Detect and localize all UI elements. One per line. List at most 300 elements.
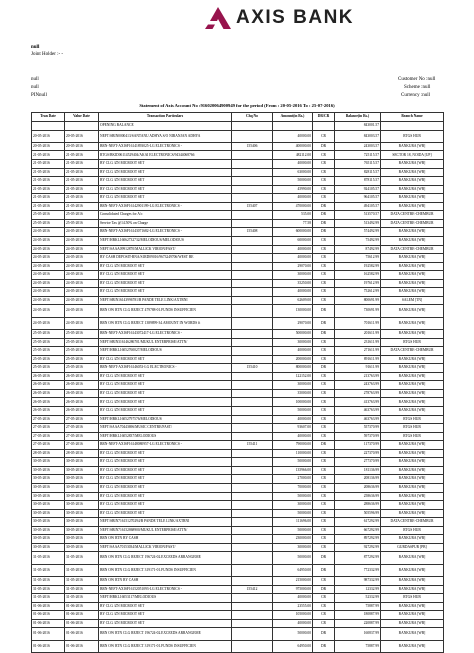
cell-branch: BANKURA [WB]	[381, 330, 444, 339]
cell-balance: 667292.99	[335, 526, 381, 535]
cell-branch: BANKURA [WB]	[381, 355, 444, 364]
cell-drcr: CR	[313, 526, 335, 535]
cell-branch: BANKURA [WB]	[381, 398, 444, 407]
cell-branch: BANKURA [WB]	[381, 552, 444, 564]
table-row	[32, 640, 444, 652]
cell-amount: 70000.00	[273, 483, 313, 492]
cell-drcr: CR	[313, 279, 335, 288]
cell-chq-no	[232, 389, 273, 398]
cell-amount: 470000.00	[273, 202, 313, 211]
cell-branch: BANKURA [WB]	[381, 194, 444, 203]
cell-branch: BANKURA [WB]	[381, 475, 444, 484]
cell-balance: 201611.99	[335, 330, 381, 339]
cell-balance: 75492.99	[335, 236, 381, 245]
table-row	[32, 296, 444, 305]
cell-value-date: 25-05-2016	[65, 338, 99, 347]
cell-branch: BANKURA [WB]	[381, 317, 444, 329]
cell-value-date: 24-05-2016	[65, 236, 99, 245]
cell-value-date: 25-05-2016	[65, 211, 99, 220]
table-row	[32, 338, 444, 347]
cell-drcr: DR	[313, 564, 335, 576]
cell-amount: 50000.00	[273, 407, 313, 416]
cell-balance: 220887.99	[335, 619, 381, 628]
cell-balance: 701611.99	[335, 317, 381, 329]
cell-particulars: NEFT/HBKL16052760027/MELODIOUS	[99, 347, 232, 356]
cell-amount: 50000.00	[273, 552, 313, 564]
cell-tran-date: 21-05-2016	[32, 168, 65, 177]
cell-value-date: 31-05-2016	[65, 552, 99, 564]
cell-balance: 213763.99	[335, 372, 381, 381]
cell-branch: BANKURA [WB]	[381, 535, 444, 544]
cell-value-date: 01-06-2016	[65, 640, 99, 652]
cell-chq-no	[232, 424, 273, 433]
table-row	[32, 194, 444, 203]
table-row	[32, 389, 444, 398]
table-row	[32, 262, 444, 271]
table-row	[32, 330, 444, 339]
cell-drcr: DR	[313, 364, 335, 373]
table-row	[32, 211, 444, 220]
cell-amount: 40000.00	[273, 415, 313, 424]
cell-amount: 975000.00	[273, 585, 313, 594]
cell-chq-no	[232, 483, 273, 492]
cell-balance: 843001.57	[335, 122, 381, 131]
cell-branch: BANKURA [WB]	[381, 611, 444, 620]
cell-chq-no	[232, 279, 273, 288]
table-row	[32, 611, 444, 620]
cell-chq-no	[232, 288, 273, 297]
cell-value-date: 30-05-2016	[65, 458, 99, 467]
cell-particulars: BY CLG /ZN MICROOT SET	[99, 271, 232, 280]
cell-value-date: 24-05-2016	[65, 245, 99, 254]
cell-amount: 482112.00	[273, 151, 313, 160]
cell-amount: 93607.00	[273, 424, 313, 433]
cell-tran-date: 30-05-2016	[32, 535, 65, 544]
cell-drcr: CR	[313, 398, 335, 407]
cell-balance: 162582.99	[335, 271, 381, 280]
cell-tran-date: 26-05-2016	[32, 381, 65, 390]
cell-balance: 597370.99	[335, 432, 381, 441]
cell-drcr: CR	[313, 602, 335, 611]
cell-particulars: NEFT/SAAA70153034/MALLICK VIRION/FAST/	[99, 543, 232, 552]
cell-drcr: CR	[313, 475, 335, 484]
table-row	[32, 219, 444, 228]
cell-balance: 75887.99	[335, 640, 381, 652]
cell-particulars: Consolidated Charges for A/c	[99, 211, 232, 220]
cell-tran-date: 30-05-2016	[32, 518, 65, 527]
cell-particulars: BRN-NEFT-AXISF16148080957-LG ELECTRONICS -	[99, 441, 232, 450]
cell-particulars: BY CLG /ZN MICROOT SET	[99, 398, 232, 407]
cell-chq-no	[232, 577, 273, 586]
cell-balance: 258636.99	[335, 492, 381, 501]
cell-chq-no	[232, 458, 273, 467]
cell-tran-date: 30-05-2016	[32, 458, 65, 467]
cell-balance: 877292.99	[335, 552, 381, 564]
cell-value-date: 21-05-2016	[65, 151, 99, 160]
cell-branch: DATA CENTRE-CHEMBUR	[381, 219, 444, 228]
cell-drcr: CR	[313, 594, 335, 603]
cell-drcr: CR	[313, 483, 335, 492]
customer-no: Customer No :null	[398, 77, 436, 82]
cell-value-date: 27-05-2016	[65, 415, 99, 424]
cell-value-date: 31-05-2016	[65, 594, 99, 603]
cell-value-date: 01-06-2016	[65, 619, 99, 628]
table-row	[32, 305, 444, 317]
currency: Currency :null	[401, 93, 431, 98]
cell-chq-no	[232, 305, 273, 317]
cell-branch: BANKURA [WB]	[381, 509, 444, 518]
cell-drcr: DR	[313, 211, 335, 220]
cell-tran-date: 30-05-2016	[32, 509, 65, 518]
cell-branch: BANKURA [WB]	[381, 168, 444, 177]
cell-branch: BANKURA [WB]	[381, 449, 444, 458]
cell-drcr: DR	[313, 305, 335, 317]
cell-branch: BANKURA [WB]	[381, 389, 444, 398]
cell-particulars: NEFT/HBKL16053117/MELODIOUS	[99, 594, 232, 603]
table-row	[32, 415, 444, 424]
cell-tran-date: 01-06-2016	[32, 611, 65, 620]
cell-chq-no	[232, 245, 273, 254]
table-row	[32, 347, 444, 356]
cell-particulars: BRN OW RTN BY CASH	[99, 535, 232, 544]
cell-amount: 40000.00	[273, 347, 313, 356]
cell-tran-date: 30-05-2016	[32, 492, 65, 501]
cell-tran-date: 31-05-2016	[32, 552, 65, 564]
table-row	[32, 577, 444, 586]
table-row	[32, 271, 444, 280]
cell-branch: BANKURA [WB]	[381, 142, 444, 151]
cell-tran-date: 01-06-2016	[32, 640, 65, 652]
cell-tran-date: 21-05-2016	[32, 194, 65, 203]
cell-tran-date: 01-06-2016	[32, 619, 65, 628]
cell-balance: 271611.99	[335, 347, 381, 356]
cell-drcr: CR	[313, 296, 335, 305]
cell-drcr: CR	[313, 535, 335, 544]
cell-chq-no: 155410	[232, 364, 273, 373]
table-row	[32, 122, 444, 131]
cell-particulars: BY CLG /ZN MICROOT SET	[99, 466, 232, 475]
cell-chq-no	[232, 254, 273, 263]
cell-amount: 45990.00	[273, 185, 313, 194]
cell-tran-date: 25-05-2016	[32, 347, 65, 356]
cell-value-date: 25-05-2016	[65, 219, 99, 228]
cell-chq-no	[232, 317, 273, 329]
address-line-2: null	[31, 85, 39, 90]
cell-balance: 828115.57	[335, 168, 381, 177]
cell-branch: BANKURA [WB]	[381, 564, 444, 576]
cell-particulars: BY CLG /ZN MICROOT SET	[99, 381, 232, 390]
cell-tran-date: 31-05-2016	[32, 564, 65, 576]
cell-balance: 243003.57	[335, 142, 381, 151]
cell-particulars: BRN OW RTN BY CASH	[99, 577, 232, 586]
table-row	[32, 518, 444, 527]
cell-value-date: 24-05-2016	[65, 254, 99, 263]
cell-value-date: 24-05-2016	[65, 271, 99, 280]
col-header-tran-date: Tran Date	[32, 113, 65, 122]
cell-chq-no	[232, 602, 273, 611]
col-header-branch: Branch Name	[381, 113, 444, 122]
cell-balance: 725115.57	[335, 151, 381, 160]
cell-particulars: NEFT/SAAA70443696/MUSIC CENTRE/FAST/	[99, 424, 232, 433]
cell-value-date: 01-06-2016	[65, 602, 99, 611]
col-header-chq-no: Chq No	[232, 113, 273, 122]
cell-value-date: 21-05-2016	[65, 160, 99, 169]
address-line-1: null	[31, 77, 39, 82]
cell-tran-date: 30-05-2016	[32, 466, 65, 475]
table-row	[32, 236, 444, 245]
cell-balance: 243763.99	[335, 381, 381, 390]
cell-drcr: CR	[313, 466, 335, 475]
cell-particulars: BY CLG /ZN MICROOT SET	[99, 185, 232, 194]
cell-particulars: NEFT/SBIN0000413/SANTANU ADHYA S/O NIRANJAN ADHYA	[99, 130, 232, 142]
cell-chq-no	[232, 122, 273, 131]
cell-value-date: 01-06-2016	[65, 628, 99, 640]
cell-drcr: CR	[313, 407, 335, 416]
cell-amount: 40000.00	[273, 194, 313, 203]
cell-balance: 160837.99	[335, 628, 381, 640]
cell-amount: 111696.00	[273, 518, 313, 527]
cell-branch: BANKURA [WB]	[381, 577, 444, 586]
cell-tran-date: 27-05-2016	[32, 424, 65, 433]
col-header-amount: Amount(in Rs.)	[273, 113, 313, 122]
cell-particulars: BRN-NEFT-AXISF16141893025-LG ELECTRONICS -	[99, 142, 232, 151]
cell-tran-date: 30-05-2016	[32, 526, 65, 535]
cell-chq-no: 155408	[232, 228, 273, 237]
cell-value-date: 24-05-2016	[65, 296, 99, 305]
cell-amount: 35250.00	[273, 279, 313, 288]
cell-amount: 230000.00	[273, 535, 313, 544]
cell-particulars: BY CLG /ZN MICROOT SET	[99, 475, 232, 484]
cell-tran-date: 21-05-2016	[32, 160, 65, 169]
cell-drcr: DR	[313, 219, 335, 228]
cell-branch: SECTOR 18, NOIDA [UP]	[381, 151, 444, 160]
cell-value-date: 30-05-2016	[65, 501, 99, 510]
cell-chq-no	[232, 160, 273, 169]
cell-chq-no	[232, 552, 273, 564]
cell-value-date: 30-05-2016	[65, 535, 99, 544]
cell-amount: 215000.00	[273, 577, 313, 586]
cell-tran-date: 26-05-2016	[32, 398, 65, 407]
cell-branch: BANKURA [WB]	[381, 185, 444, 194]
cell-branch: GURDASPUR [PB]	[381, 543, 444, 552]
table-row	[32, 245, 444, 254]
cell-branch: RTGS HUB	[381, 432, 444, 441]
col-header-particulars: Transaction Particulars	[99, 113, 232, 122]
cell-chq-no	[232, 168, 273, 177]
table-row	[32, 372, 444, 381]
table-row	[32, 228, 444, 237]
cell-tran-date: 21-05-2016	[32, 185, 65, 194]
cell-chq-no	[232, 151, 273, 160]
cell-chq-no	[232, 619, 273, 628]
table-row	[32, 594, 444, 603]
cell-tran-date: 20-05-2016	[32, 130, 65, 142]
cell-drcr: CR	[313, 194, 335, 203]
cell-balance: 278763.99	[335, 389, 381, 398]
cell-branch: RTGS HUB	[381, 338, 444, 347]
cell-value-date: 27-05-2016	[65, 424, 99, 433]
cell-particulars: BY CLG /ZN MICROOT SET	[99, 483, 232, 492]
cell-amount: 600000.00	[273, 228, 313, 237]
cell-particulars: NEFT/SBIN16143996781/B PANDE TELE LINK/AXTRNI	[99, 296, 232, 305]
cell-tran-date: 24-05-2016	[32, 271, 65, 280]
cell-amount: 50000.00	[273, 628, 313, 640]
table-row	[32, 288, 444, 297]
cell-branch: BANKURA [WB]	[381, 364, 444, 373]
cell-balance: 52332.99	[335, 594, 381, 603]
cell-drcr: CR	[313, 389, 335, 398]
cell-particulars: BY CLG /ZN MICROOT SET	[99, 160, 232, 169]
cell-balance: 987332.99	[335, 577, 381, 586]
cell-tran-date: 01-06-2016	[32, 602, 65, 611]
cell-drcr: CR	[313, 492, 335, 501]
cell-particulars: BRN-NEFT-AXISF16152051093-LG ELECTRONICS -	[99, 585, 232, 594]
cell-tran-date: 01-06-2016	[32, 628, 65, 640]
cell-branch: BANKURA [WB]	[381, 160, 444, 169]
cell-drcr: DR	[313, 628, 335, 640]
cell-balance: 494105.57	[335, 202, 381, 211]
cell-drcr: DR	[313, 552, 335, 564]
cell-balance: 765115.57	[335, 160, 381, 169]
cell-particulars: BRN OW RTN CLG REJECT 196724-02.EXCEEDS ARRANGEME	[99, 628, 232, 640]
cell-value-date: 01-06-2016	[65, 611, 99, 620]
table-row	[32, 602, 444, 611]
cell-balance: 772332.99	[335, 564, 381, 576]
cell-branch: BANKURA [WB]	[381, 619, 444, 628]
cell-value-date: 30-05-2016	[65, 543, 99, 552]
table-row	[32, 355, 444, 364]
col-header-value-date: Value Date	[65, 113, 99, 122]
cell-tran-date: 21-05-2016	[32, 177, 65, 186]
cell-drcr: CR	[313, 288, 335, 297]
cell-value-date: 30-05-2016	[65, 509, 99, 518]
cell-amount: 63000.00	[273, 168, 313, 177]
table-row	[32, 381, 444, 390]
table-row	[32, 585, 444, 594]
cell-particulars: BRN OW RTN CLG REJECT 479788-01.FUNDS INSUFFICIEN	[99, 305, 232, 317]
cell-drcr: CR	[313, 151, 335, 160]
cell-tran-date: 24-05-2016	[32, 279, 65, 288]
cell-amount: 30000.00	[273, 271, 313, 280]
cell-chq-no	[232, 355, 273, 364]
cell-value-date: 30-05-2016	[65, 475, 99, 484]
cell-amount: 800000.00	[273, 364, 313, 373]
cell-amount: 790000.00	[273, 441, 313, 450]
cell-chq-no	[232, 492, 273, 501]
axis-logo-icon	[205, 7, 231, 29]
cell-amount: 200000.00	[273, 355, 313, 364]
cell-amount: 500000.00	[273, 330, 313, 339]
cell-value-date: 27-05-2016	[65, 432, 99, 441]
cell-chq-no: 155412	[232, 585, 273, 594]
cell-value-date: 21-05-2016	[65, 177, 99, 186]
cell-balance: 924105.57	[335, 185, 381, 194]
col-header-balance: Balance(in Rs.)	[335, 113, 381, 122]
cell-amount: 40000.00	[273, 432, 313, 441]
cell-chq-no	[232, 338, 273, 347]
cell-tran-date: 24-05-2016	[32, 288, 65, 297]
cell-tran-date: 24-05-2016	[32, 236, 65, 245]
cell-branch: BANKURA [WB]	[381, 288, 444, 297]
cell-balance: 513570.57	[335, 211, 381, 220]
cell-drcr: CR	[313, 611, 335, 620]
cell-drcr: CR	[313, 577, 335, 586]
cell-tran-date: 24-05-2016	[32, 317, 65, 329]
cell-branch: SALEM [TN]	[381, 296, 444, 305]
cell-branch: BANKURA [WB]	[381, 585, 444, 594]
cell-particulars: BY CLG /ZN MICROOT SET	[99, 279, 232, 288]
cell-amount	[273, 122, 313, 131]
cell-drcr: CR	[313, 254, 335, 263]
cell-value-date: 25-05-2016	[65, 347, 99, 356]
cell-chq-no	[232, 185, 273, 194]
cell-value-date: 26-05-2016	[65, 407, 99, 416]
cell-drcr: CR	[313, 501, 335, 510]
table-row	[32, 407, 444, 416]
cell-value-date: 24-05-2016	[65, 262, 99, 271]
cell-drcr: CR	[313, 338, 335, 347]
cell-balance: 75887.99	[335, 602, 381, 611]
cell-chq-no	[232, 611, 273, 620]
table-row	[32, 619, 444, 628]
cell-amount: 60000.00	[273, 236, 313, 245]
cell-balance: 897292.99	[335, 535, 381, 544]
cell-drcr: CR	[313, 168, 335, 177]
cell-particulars: RTGS/BKID06114529404/AKAI ELECTRONICS/94344068766	[99, 151, 232, 160]
cell-amount: 130000.00	[273, 305, 313, 317]
cell-chq-no	[232, 449, 273, 458]
table-row	[32, 628, 444, 640]
cell-tran-date: 25-05-2016	[32, 211, 65, 220]
table-row	[32, 483, 444, 492]
cell-branch: BANKURA [WB]	[381, 492, 444, 501]
cell-balance: 927292.99	[335, 543, 381, 552]
cell-drcr: CR	[313, 518, 335, 527]
cell-value-date: 30-05-2016	[65, 518, 99, 527]
cell-branch: BANKURA [WB]	[381, 602, 444, 611]
cell-branch: BANKURA [WB]	[381, 466, 444, 475]
table-row	[32, 564, 444, 576]
cell-particulars: OPENING BALANCE	[99, 122, 232, 131]
cell-particulars: BRN OW RTN CLG REJECT 1389899-34.AMOUNT IN WORDS ft	[99, 317, 232, 329]
cell-chq-no	[232, 535, 273, 544]
cell-branch: BANKURA [WB]	[381, 458, 444, 467]
cell-value-date: 31-05-2016	[65, 585, 99, 594]
cell-drcr: CR	[313, 271, 335, 280]
cell-tran-date: 25-05-2016	[32, 364, 65, 373]
account-holder-name: null	[31, 45, 40, 50]
cell-value-date	[65, 122, 99, 131]
cell-branch: BANKURA [WB]	[381, 202, 444, 211]
cell-branch: BANKURA [WB]	[381, 381, 444, 390]
cell-branch: DATA CENTRE-CHEMBUR	[381, 211, 444, 220]
cell-value-date: 24-05-2016	[65, 279, 99, 288]
cell-balance: 505596.99	[335, 509, 381, 518]
cell-amount: 30000.00	[273, 381, 313, 390]
cell-particulars: BY CLG /ZN MICROOT SET	[99, 288, 232, 297]
cell-balance: 800691.99	[335, 296, 381, 305]
cell-balance: 891611.99	[335, 355, 381, 364]
cell-amount: 64950.00	[273, 564, 313, 576]
cell-particulars: NEFT/HBKL16052837/MELODIOUS	[99, 432, 232, 441]
table-row	[32, 168, 444, 177]
cell-chq-no	[232, 518, 273, 527]
cell-chq-no	[232, 640, 273, 652]
cell-chq-no	[232, 398, 273, 407]
table-row	[32, 466, 444, 475]
cell-balance: 463763.99	[335, 415, 381, 424]
cell-value-date: 21-05-2016	[65, 168, 99, 177]
